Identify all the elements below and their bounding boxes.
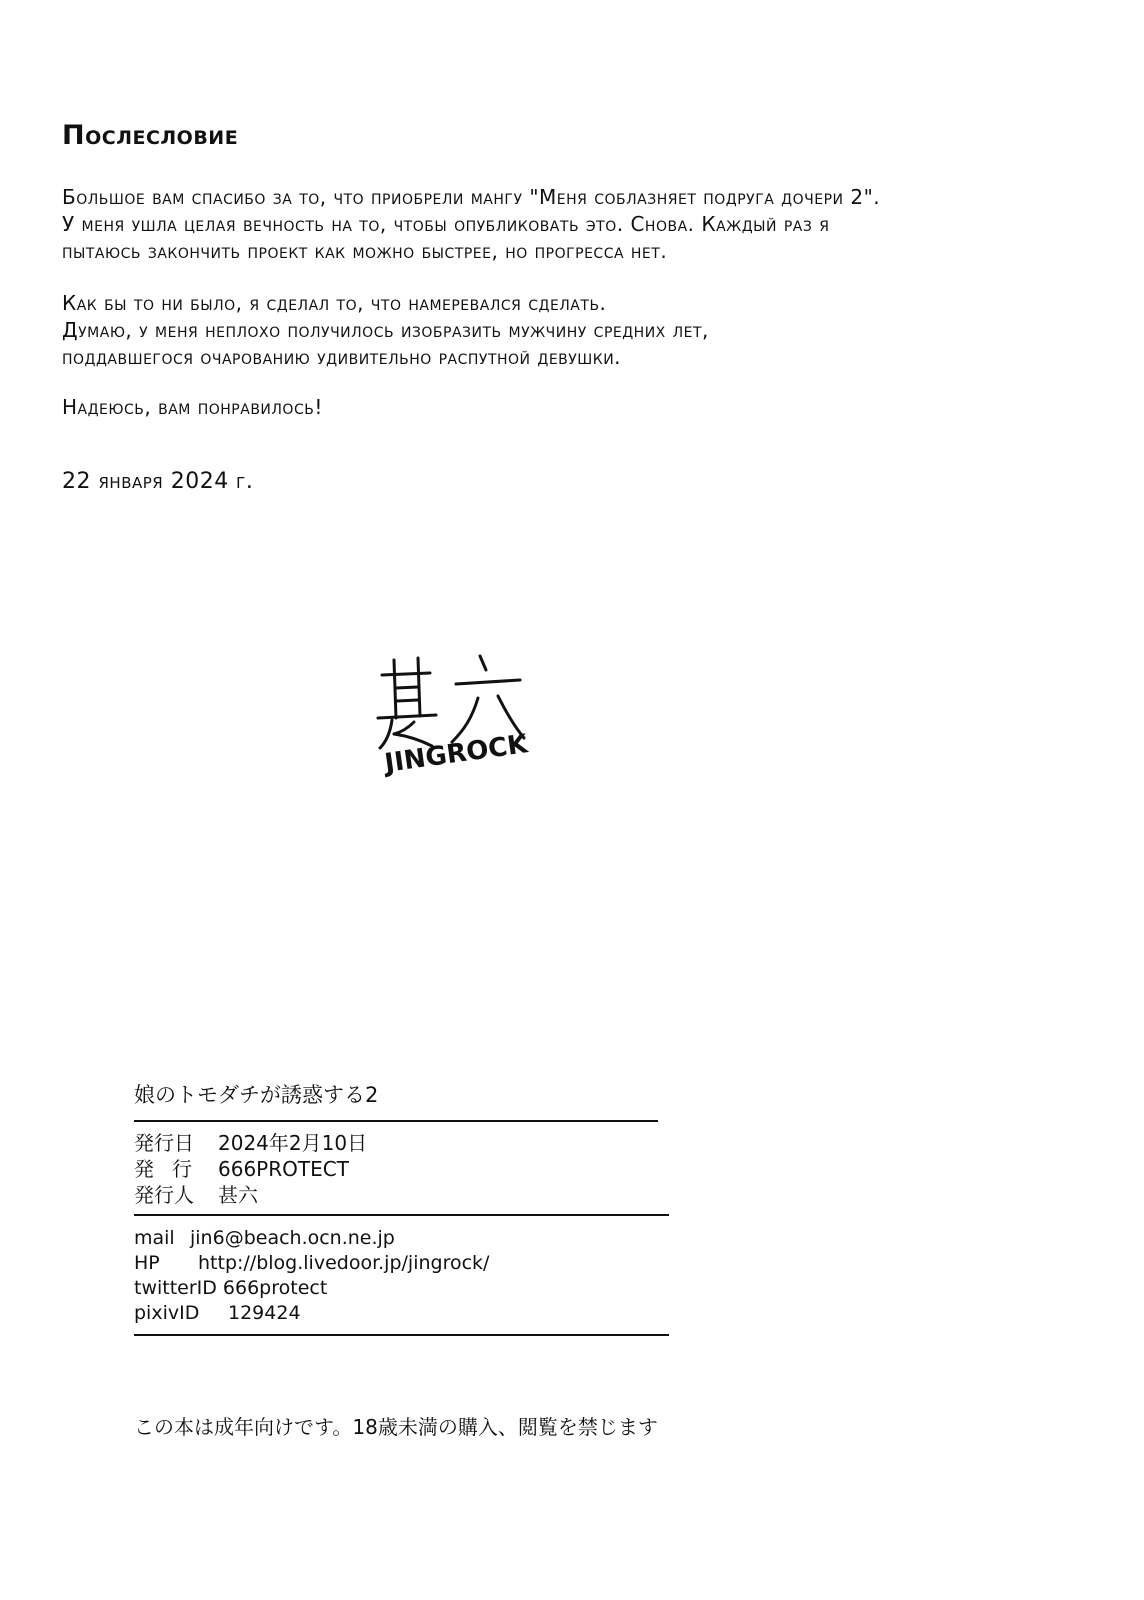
paragraph-line: У меня ушла целая вечность на то, чтобы опубликовать это. Снова. Каждый раз я [62,212,830,236]
publication-label: 発行日 [134,1131,194,1155]
contact-row-mail [134,1226,669,1251]
afterword-paragraph-3 [62,394,1102,421]
publication-row [134,1156,669,1182]
contact-value: 666protect [222,1277,328,1299]
contact-label: twitterID [134,1277,217,1299]
book-title: 娘のトモダチが誘惑する2 [134,1083,379,1107]
publication-value: 666PROTECT [218,1157,349,1181]
signature-romaji: JINGROCK [382,729,530,779]
divider [134,1334,669,1336]
afterword-title: Послесловие [62,120,239,151]
paragraph-line: Надеюсь, вам понравилось! [62,395,323,419]
contact-label: mail [134,1227,175,1249]
paragraph-line: Большое вам спасибо за то, что приобрели мангу "Меня соблазняет подруга дочери 2". [62,185,881,209]
publication-label: 発行人 [134,1183,194,1207]
colophon [134,1080,669,1336]
contact-value: jin6@beach.ocn.ne.jp [190,1227,395,1249]
publication-label: 発行 [134,1157,210,1181]
contact-label: pixivID [134,1302,200,1324]
contact-row-hp [134,1251,669,1276]
afterword-paragraph-2 [62,290,1102,371]
publication-row [134,1130,669,1156]
contact-info [134,1216,669,1334]
paragraph-line: пытаюсь закончить проект как можно быстрее, но прогресса нет. [62,239,668,263]
contact-label: HP [134,1252,160,1274]
contact-value: 129424 [228,1302,301,1324]
publication-value: 2024年2月10日 [218,1131,368,1155]
paragraph-line: поддавшегося очарованию удивительно распутной девушки. [62,345,622,369]
publication-row [134,1182,669,1208]
paragraph-line: Думаю, у меня неплохо получилось изобразить мужчину средних лет, [62,318,709,342]
afterword-paragraph-1 [62,184,1102,265]
publication-info [134,1122,669,1214]
contact-row-pixiv [134,1301,669,1326]
afterword-date: 22 января 2024 г. [62,469,254,494]
contact-value: http://blog.livedoor.jp/jingrock/ [198,1252,490,1274]
author-signature [370,650,560,780]
publication-value: 甚六 [218,1183,258,1207]
age-restriction-notice: この本は成年向けです。18歳未満の購入、閲覧を禁じます [134,1415,658,1439]
contact-row-twitter [134,1276,669,1301]
paragraph-line: Как бы то ни было, я сделал то, что намеревался сделать. [62,291,607,315]
